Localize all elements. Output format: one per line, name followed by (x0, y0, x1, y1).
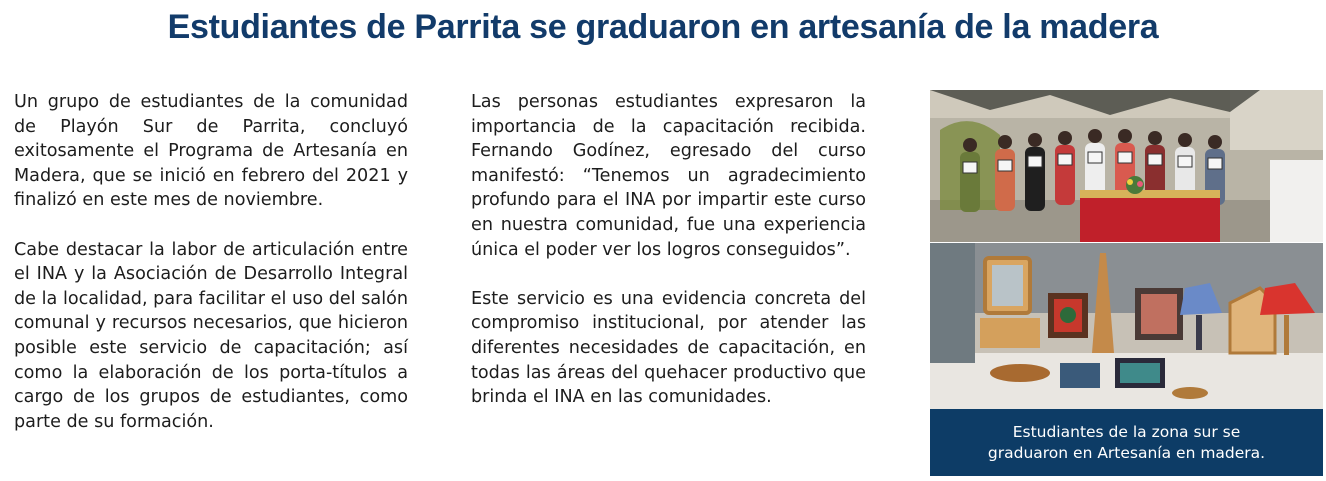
caption-line-1: Estudiantes de la zona sur se (1012, 422, 1241, 441)
wood-crafts-photo (930, 243, 1323, 409)
paragraph: Un grupo de estudiantes de la comunidad de Playón Sur de Parrita, concluyó exitosamente el Programa de Artesanía en Madera, que se inició en febrero del 2021 y finalizó en este mes de noviembre. (14, 92, 408, 211)
photo-caption (930, 409, 1323, 476)
paragraph: Las personas estudiantes expresaron la importancia de la capacitación recibida. Fernando Godínez, egresado del curso manifestó: “Tenemos un agradecimiento profundo para el INA por impartir este curso en nuestra comunidad, fue una experiencia única el poder ver los logros conseguidos”. (471, 92, 866, 260)
article-column-middle (471, 90, 866, 434)
article-headline: Estudiantes de Parrita se graduaron en artesanía de la madera (167, 8, 1159, 46)
paragraph: Cabe destacar la labor de articulación entre el INA y la Asociación de Desarrollo Integral de la localidad, para facilitar el uso del salón comunal y recursos necesarios, que hicieron posible este servicio de capacitación; así como la elaboración de los porta-títulos a cargo de los grupos de estudiantes, como parte de su formación. (14, 239, 408, 432)
article-column-left (14, 90, 408, 459)
caption-line-2: graduaron en Artesanía en madera. (987, 443, 1266, 462)
graduation-group-photo (930, 90, 1323, 242)
paragraph: Este servicio es una evidencia concreta del compromiso institucional, por atender las diferentes necesidades de capacitación, en todas las áreas del quehacer productivo que brinda el INA en las comunidades. (471, 288, 866, 408)
